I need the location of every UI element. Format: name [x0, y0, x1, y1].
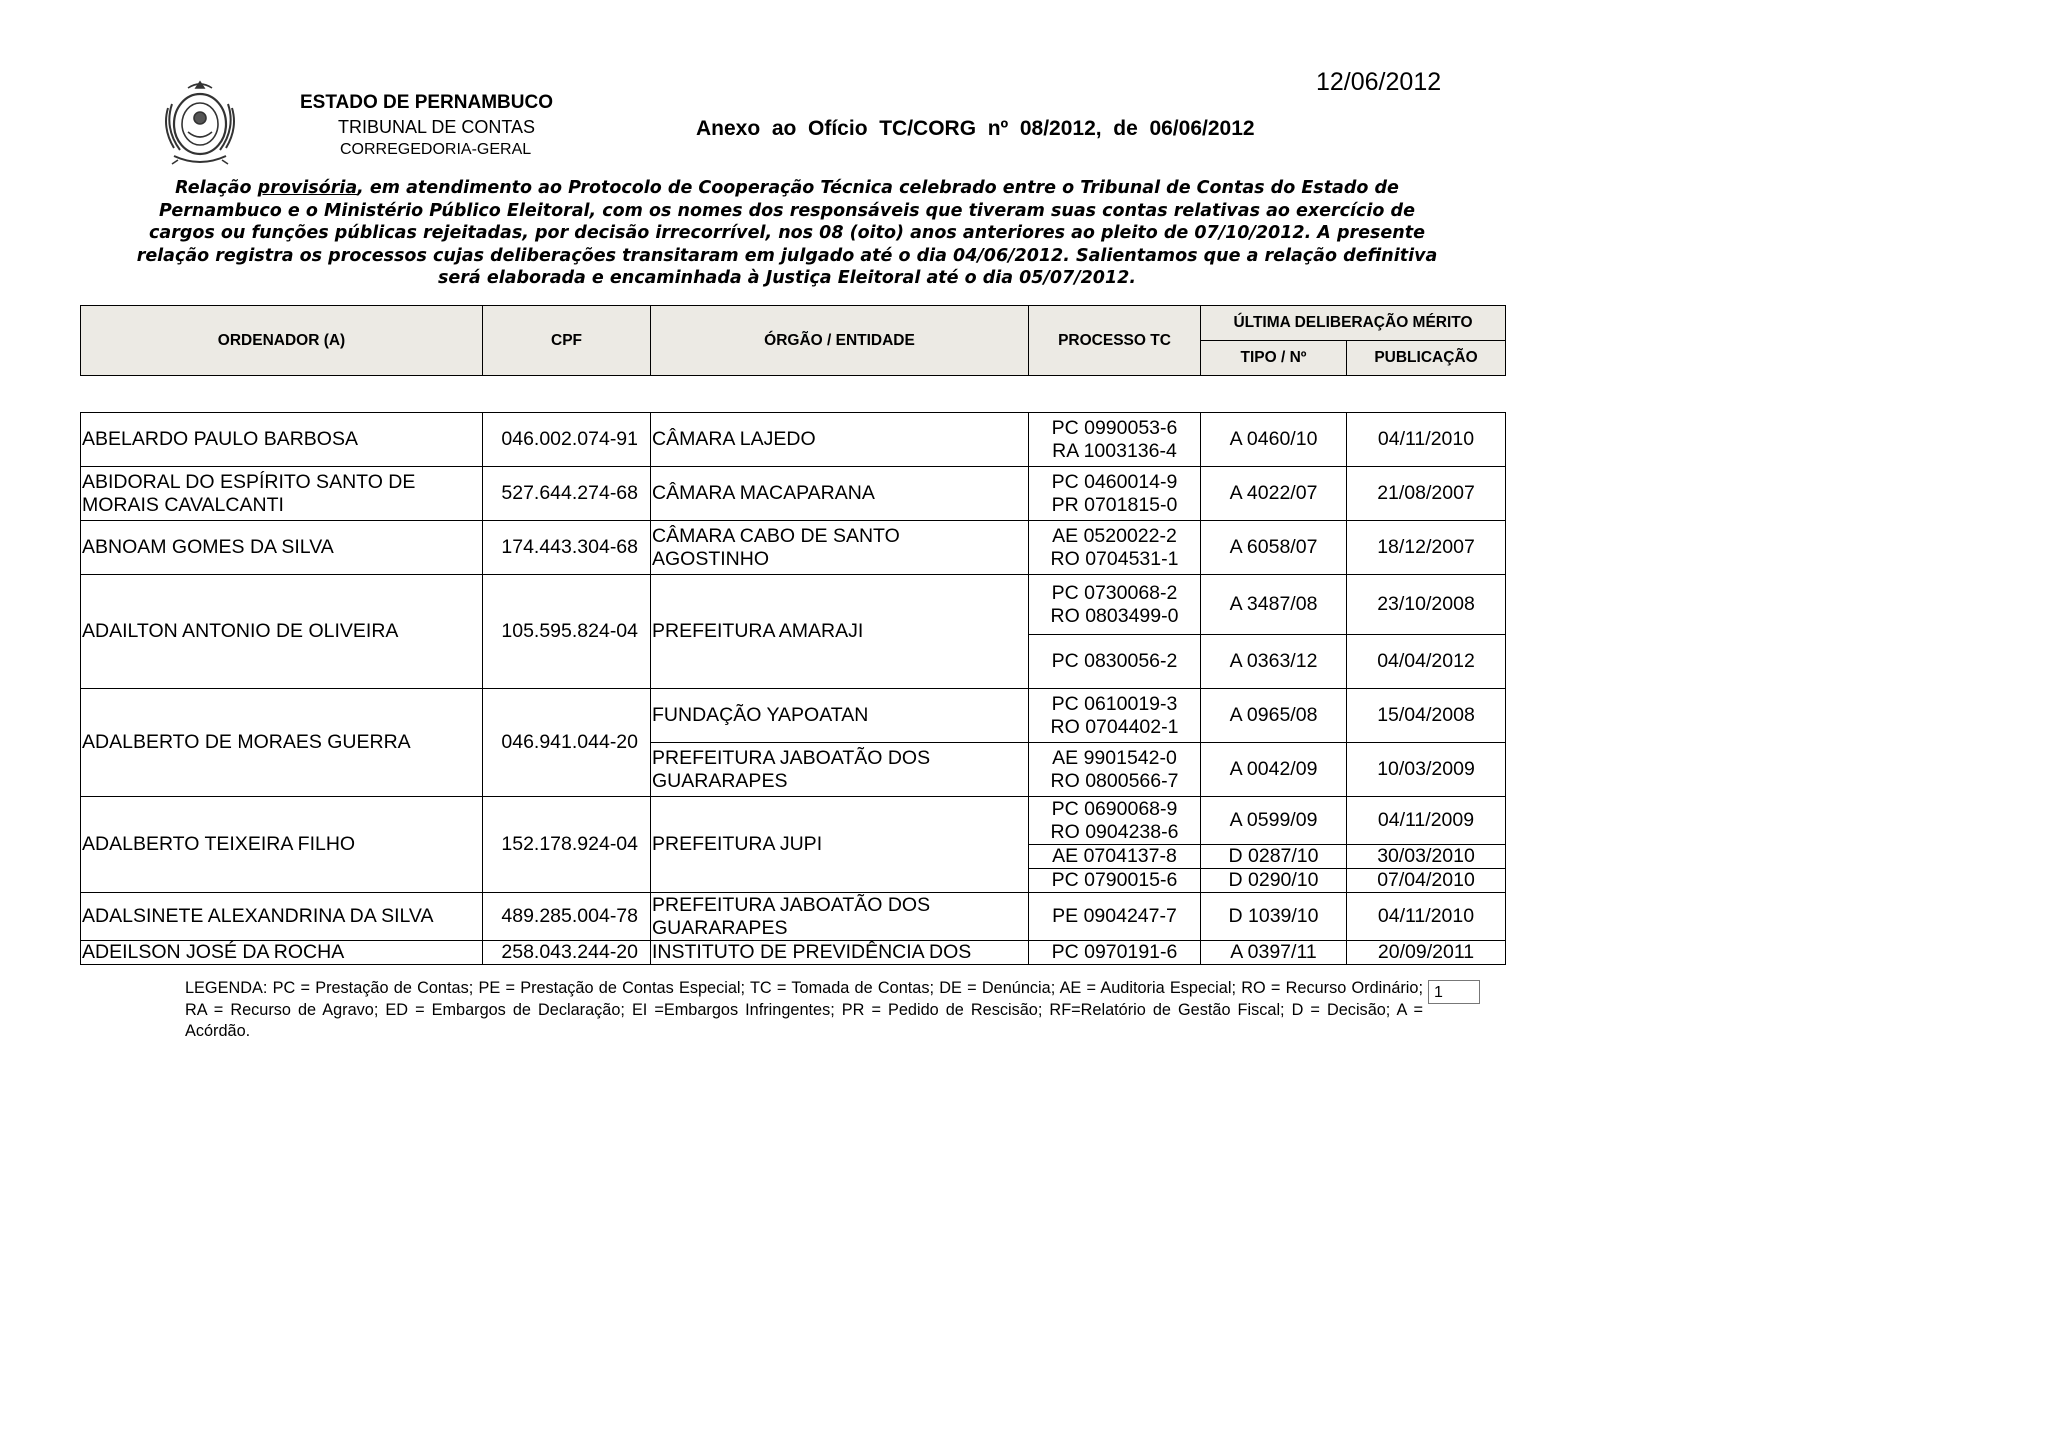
- tipo-cell: A 0460/10: [1201, 413, 1347, 467]
- orgao-cell: CÂMARA MACAPARANA: [651, 467, 1029, 521]
- tribunal-name: TRIBUNAL DE CONTAS: [338, 117, 536, 137]
- table-row: [81, 467, 1506, 521]
- processo-cell: PC 0730068-2 RO 0803499-0: [1029, 575, 1201, 635]
- cpf-cell: 046.002.074-91: [483, 413, 651, 467]
- header-ordenador: ORDENADOR (A): [81, 306, 483, 376]
- processo-cell: AE 0520022-2 RO 0704531-1: [1029, 521, 1201, 575]
- publicacao-cell: 04/11/2010: [1347, 413, 1506, 467]
- tipo-cell: A 0599/09: [1201, 797, 1347, 845]
- intro-paragraph: Relação provisória, em atendimento ao Protocolo de Cooperação Técnica celebrado entre o Tribunal de Contas do Estado de Pernambuco e o Ministério Público Eleitoral, com os nomes dos responsáveis que tiveram suas contas relativas ao exercício de cargos ou funções públicas rejeitadas, por decisão irrecorrível, nos 08 (oito) anos anteriores ao pleito de 07/10/2012. A presente relação registra os processos cujas deliberações transitaram em julgado até o dia 04/06/2012. Salientamos que a relação definitiva será elaborada e encaminhada à Justiça Eleitoral até o dia 05/07/2012.: [136, 178, 1438, 289]
- cpf-cell: 258.043.244-20: [483, 941, 651, 965]
- tipo-cell: A 0965/08: [1201, 689, 1347, 743]
- table-row: [81, 941, 1506, 965]
- table-row: [81, 413, 1506, 467]
- tipo-cell: A 6058/07: [1201, 521, 1347, 575]
- orgao-cell: PREFEITURA JABOATÃO DOS GUARARAPES: [651, 893, 1029, 941]
- ordenador-cell: ADEILSON JOSÉ DA ROCHA: [81, 941, 483, 965]
- department-name: CORREGEDORIA-GERAL: [340, 141, 532, 158]
- document-date: 12/06/2012: [1316, 68, 1442, 96]
- processo-cell: PC 0990053-6 RA 1003136-4: [1029, 413, 1201, 467]
- cpf-cell: 105.595.824-04: [483, 575, 651, 689]
- header-processo: PROCESSO TC: [1029, 306, 1201, 376]
- orgao-cell: FUNDAÇÃO YAPOATAN: [651, 689, 1029, 743]
- ordenador-cell: ADALSINETE ALEXANDRINA DA SILVA: [81, 893, 483, 941]
- cpf-cell: 046.941.044-20: [483, 689, 651, 797]
- table-row: [81, 893, 1506, 941]
- ordenador-cell: ABELARDO PAULO BARBOSA: [81, 413, 483, 467]
- table-row: [81, 689, 1506, 743]
- publicacao-cell: 04/11/2010: [1347, 893, 1506, 941]
- cpf-cell: 152.178.924-04: [483, 797, 651, 893]
- ordenador-cell: ABIDORAL DO ESPÍRITO SANTO DE MORAIS CAVALCANTI: [81, 467, 483, 521]
- table-row: [81, 521, 1506, 575]
- publicacao-cell: 07/04/2010: [1347, 869, 1506, 893]
- legend: LEGENDA: PC = Prestação de Contas; PE = Prestação de Contas Especial; TC = Tomada de Contas; DE = Denúncia; AE = Auditoria Especial; RO = Recurso Ordinário; RA = Recurso de Agravo; ED = Embargos de Declaração; EI =Embargos Infringentes; PR = Pedido de Rescisão; RF=Relatório de Gestão Fiscal; D = Decisão; A = Acórdão.: [185, 979, 1423, 1040]
- cpf-cell: 527.644.274-68: [483, 467, 651, 521]
- ordenador-cell: ADALBERTO DE MORAES GUERRA: [81, 689, 483, 797]
- processo-cell: PC 0790015-6: [1029, 869, 1201, 893]
- publicacao-cell: 23/10/2008: [1347, 575, 1506, 635]
- tipo-cell: A 0363/12: [1201, 635, 1347, 689]
- page-number: 1: [1428, 980, 1480, 1004]
- tipo-cell: A 0042/09: [1201, 743, 1347, 797]
- publicacao-cell: 15/04/2008: [1347, 689, 1506, 743]
- tipo-cell: A 4022/07: [1201, 467, 1347, 521]
- processo-cell: PC 0610019-3 RO 0704402-1: [1029, 689, 1201, 743]
- processo-cell: PC 0460014-9 PR 0701815-0: [1029, 467, 1201, 521]
- orgao-cell: CÂMARA CABO DE SANTO AGOSTINHO: [651, 521, 1029, 575]
- processo-cell: AE 0704137-8: [1029, 845, 1201, 869]
- responsaveis-table: [80, 412, 1506, 965]
- orgao-cell: CÂMARA LAJEDO: [651, 413, 1029, 467]
- processo-cell: AE 9901542-0 RO 0800566-7: [1029, 743, 1201, 797]
- cpf-cell: 174.443.304-68: [483, 521, 651, 575]
- header-tipo: TIPO / Nº: [1201, 341, 1347, 376]
- publicacao-cell: 04/04/2012: [1347, 635, 1506, 689]
- orgao-cell: PREFEITURA JUPI: [651, 797, 1029, 893]
- orgao-cell: INSTITUTO DE PREVIDÊNCIA DOS: [651, 941, 1029, 965]
- cpf-cell: 489.285.004-78: [483, 893, 651, 941]
- processo-cell: PC 0830056-2: [1029, 635, 1201, 689]
- header-cpf: CPF: [483, 306, 651, 376]
- table-header: [80, 305, 1506, 376]
- tipo-cell: D 1039/10: [1201, 893, 1347, 941]
- table-row: [81, 797, 1506, 845]
- ordenador-cell: ADAILTON ANTONIO DE OLIVEIRA: [81, 575, 483, 689]
- processo-cell: PE 0904247-7: [1029, 893, 1201, 941]
- tipo-cell: A 0397/11: [1201, 941, 1347, 965]
- annex-title: Anexo ao Ofício TC/CORG nº 08/2012, de 06/06/2012: [696, 117, 1255, 140]
- orgao-cell: PREFEITURA JABOATÃO DOS GUARARAPES: [651, 743, 1029, 797]
- processo-cell: PC 0970191-6: [1029, 941, 1201, 965]
- provisional-emphasis: provisória: [257, 178, 358, 198]
- header-ultima-deliberacao: ÚLTIMA DELIBERAÇÃO MÉRITO: [1201, 306, 1506, 341]
- publicacao-cell: 18/12/2007: [1347, 521, 1506, 575]
- table-row: [81, 575, 1506, 635]
- publicacao-cell: 20/09/2011: [1347, 941, 1506, 965]
- header-publicacao: PUBLICAÇÃO: [1347, 341, 1506, 376]
- publicacao-cell: 30/03/2010: [1347, 845, 1506, 869]
- coat-of-arms-icon: [158, 78, 242, 166]
- publicacao-cell: 04/11/2009: [1347, 797, 1506, 845]
- orgao-cell: PREFEITURA AMARAJI: [651, 575, 1029, 689]
- header-orgao: ÓRGÃO / ENTIDADE: [651, 306, 1029, 376]
- publicacao-cell: 21/08/2007: [1347, 467, 1506, 521]
- tipo-cell: D 0287/10: [1201, 845, 1347, 869]
- ordenador-cell: ABNOAM GOMES DA SILVA: [81, 521, 483, 575]
- tipo-cell: A 3487/08: [1201, 575, 1347, 635]
- tipo-cell: D 0290/10: [1201, 869, 1347, 893]
- state-name: ESTADO DE PERNAMBUCO: [300, 92, 553, 113]
- ordenador-cell: ADALBERTO TEIXEIRA FILHO: [81, 797, 483, 893]
- publicacao-cell: 10/03/2009: [1347, 743, 1506, 797]
- processo-cell: PC 0690068-9 RO 0904238-6: [1029, 797, 1201, 845]
